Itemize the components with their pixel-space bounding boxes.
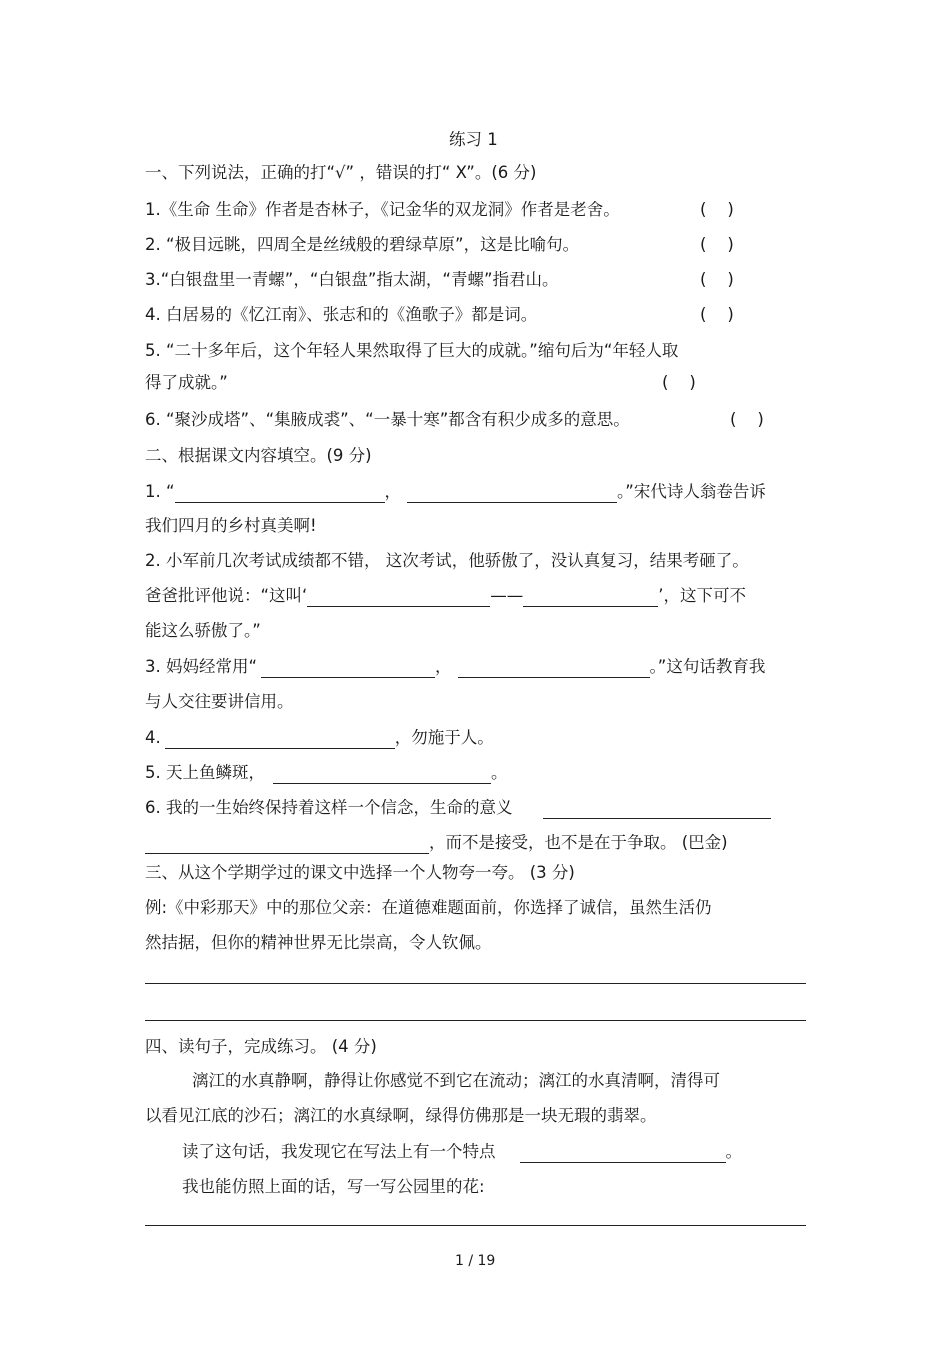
s4-question-1	[182, 1141, 742, 1163]
s2-q4-suffix: ，勿施于人。	[394, 728, 494, 747]
section-1-heading: 一、下列说法，正确的打“√” ，错误的打“ X”。(6 分)	[145, 163, 537, 182]
s2-q1-blank-1[interactable]	[175, 484, 385, 503]
s2-q1-prefix: 1. “	[145, 482, 175, 501]
s2-q5	[145, 762, 508, 784]
section-2-heading: 二、根据课文内容填空。(9 分)	[145, 446, 372, 465]
s2-q1-line2: 我们四月的乡村真美啊!	[145, 516, 317, 535]
s2-q6-blank-1[interactable]	[543, 800, 771, 819]
s2-q4-prefix: 4.	[145, 728, 161, 747]
s2-q2-line3: 能这么骄傲了。”	[145, 621, 261, 640]
s4-q1-prefix: 读了这句话，我发现它在写法上有一个特点	[182, 1142, 496, 1161]
s2-q5-suffix: 。	[491, 763, 508, 782]
s2-q3-suffix: 。”这句话教育我	[649, 657, 766, 676]
s1-answer-paren-6[interactable]: ( )	[730, 410, 764, 429]
s4-passage-line2: 以看见江底的沙石；漓江的水真绿啊，绿得仿佛那是一块无瑕的翡翠。	[145, 1106, 657, 1125]
s2-q3-line1	[145, 656, 765, 678]
s2-q6-blank-2[interactable]	[145, 835, 429, 854]
s2-q6-suffix: ，而不是接受，也不是在于争取。 (巴金)	[429, 833, 728, 852]
s2-q2-suffix: ’，这下可不	[658, 586, 747, 605]
s1-answer-paren-5[interactable]: ( )	[662, 373, 696, 392]
section-4-heading: 四、读句子，完成练习。 (4 分)	[145, 1037, 377, 1056]
s1-item-5-line1: 5. “二十多年后，这个年轻人果然取得了巨大的成就。”缩句后为“年轻人取	[145, 341, 679, 360]
s1-item-3: 3.“白银盘里一青螺”，“白银盘”指太湖，“青螺”指君山。	[145, 270, 559, 289]
s3-answer-line-2[interactable]	[145, 1020, 806, 1021]
s2-q3-blank-1[interactable]	[261, 659, 435, 678]
s2-q1-comma: ，	[384, 482, 402, 501]
s2-q2-blank-2[interactable]	[523, 588, 658, 607]
s2-q3-prefix: 3. 妈妈经常用“	[145, 657, 258, 676]
s2-q4	[145, 727, 494, 749]
s2-q2-prefix: 爸爸批评他说：“这叫‘	[145, 586, 308, 605]
page-title: 练习 1	[449, 130, 498, 149]
s2-q1-blank-2[interactable]	[407, 484, 617, 503]
s1-answer-paren-3[interactable]: ( )	[700, 270, 734, 289]
s2-q3-comma: ，	[435, 657, 452, 676]
s4-passage-line1: 漓江的水真静啊，静得让你感觉不到它在流动；漓江的水真清啊，清得可	[192, 1071, 720, 1090]
s2-q5-blank[interactable]	[273, 765, 491, 784]
s4-answer-line[interactable]	[145, 1225, 806, 1226]
s1-item-6: 6. “聚沙成塔”、“集腋成裘”、“一暴十寒”都含有积少成多的意思。	[145, 410, 630, 429]
s2-q5-prefix: 5. 天上鱼鳞斑，	[145, 763, 265, 782]
s2-q4-blank[interactable]	[165, 730, 395, 749]
s4-q1-suffix: 。	[725, 1142, 742, 1161]
s2-q2-line1: 2. 小军前几次考试成绩都不错， 这次考试，他骄傲了，没认真复习，结果考砸了。	[145, 551, 749, 570]
s1-answer-paren-4[interactable]: ( )	[700, 305, 734, 324]
s1-answer-paren-2[interactable]: ( )	[700, 235, 734, 254]
s2-q1-line1	[145, 481, 766, 503]
s2-q6-prefix: 6. 我的一生始终保持着这样一个信念，生命的意义	[145, 798, 513, 817]
s1-item-2: 2. “极目远眺，四周全是丝绒般的碧绿草原”，这是比喻句。	[145, 235, 580, 254]
s2-q2-dash: ——	[490, 586, 524, 605]
page-number: 1 / 19	[455, 1253, 496, 1269]
s2-q6-line1	[145, 797, 771, 819]
s4-question-2: 我也能仿照上面的话，写一写公园里的花:	[182, 1177, 485, 1196]
s3-example-line2: 然拮据，但你的精神世界无比崇高，令人钦佩。	[145, 933, 492, 952]
s4-q1-blank[interactable]	[520, 1144, 726, 1163]
s1-item-5-line2: 得了成就。”	[145, 373, 228, 392]
s1-item-4: 4. 白居易的《忆江南》、张志和的《渔歌子》都是词。	[145, 305, 538, 324]
section-3-heading: 三、从这个学期学过的课文中选择一个人物夸一夸。 (3 分)	[145, 863, 575, 882]
s3-answer-line-1[interactable]	[145, 983, 806, 984]
s2-q3-blank-2[interactable]	[458, 659, 650, 678]
s2-q2-line2	[145, 585, 746, 607]
s3-example-line1: 例:《中彩那天》中的那位父亲：在道德难题面前，你选择了诚信，虽然生活仍	[145, 898, 712, 917]
s2-q6-line2	[145, 832, 728, 854]
s2-q3-line2: 与人交往要讲信用。	[145, 692, 294, 711]
s2-q2-blank-1[interactable]	[307, 588, 490, 607]
s1-item-1: 1.《生命 生命》作者是杏林子，《记金华的双龙洞》作者是老舍。	[145, 200, 620, 219]
s2-q1-suffix: 。”宋代诗人翁卷告诉	[617, 482, 766, 501]
s1-answer-paren-1[interactable]: ( )	[700, 200, 734, 219]
